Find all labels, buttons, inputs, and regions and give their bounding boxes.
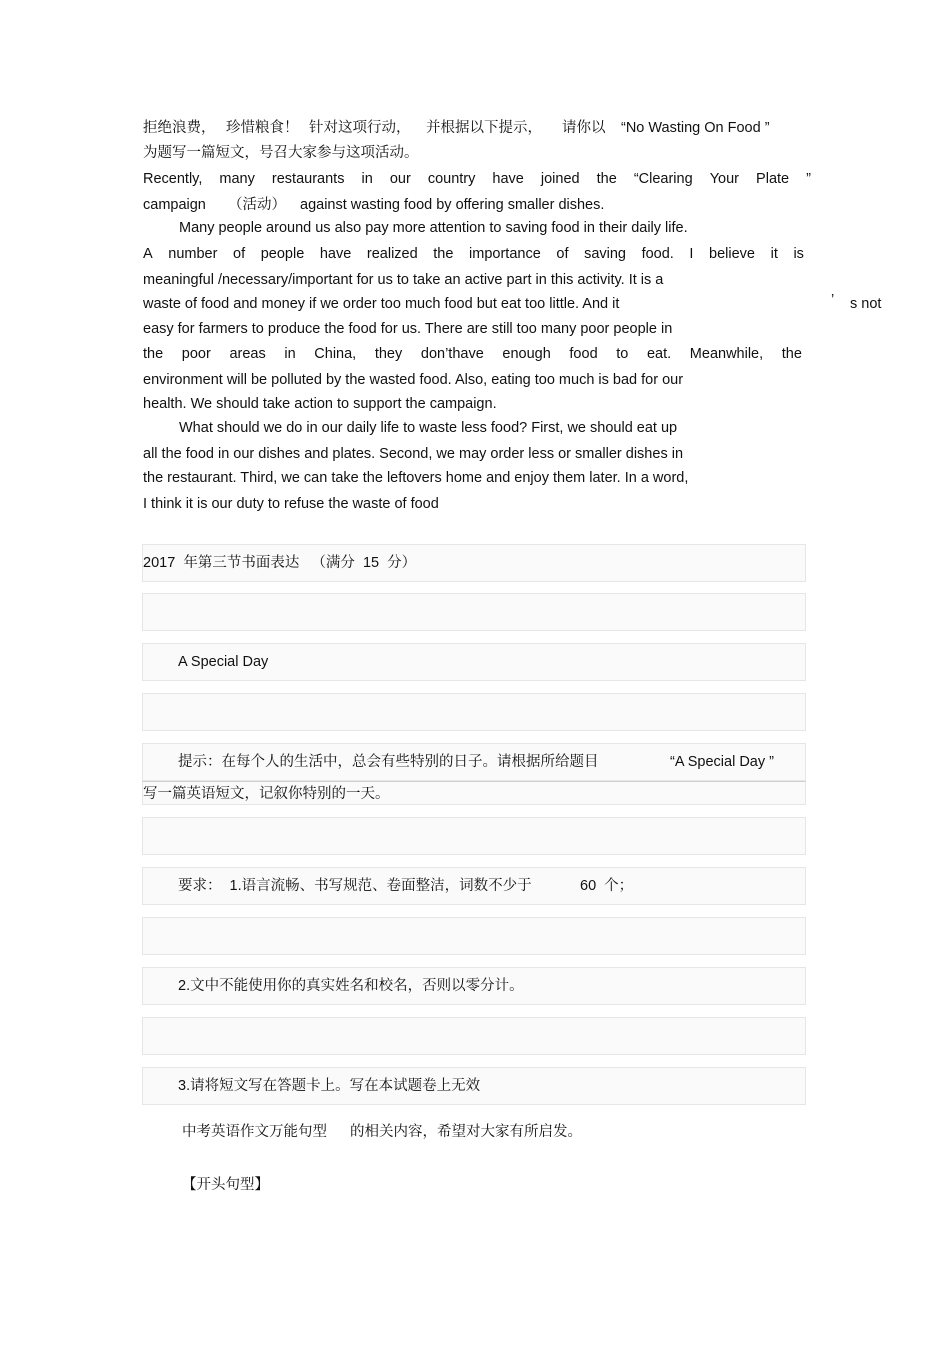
- essay-word: saving: [584, 246, 626, 262]
- table-row-empty: [142, 917, 806, 955]
- essay-line-3: [143, 170, 811, 188]
- essay-word: of: [233, 246, 246, 262]
- table-row-title: [142, 643, 806, 681]
- prompt-text: 请你以: [562, 120, 606, 136]
- essay-word: poor: [181, 346, 211, 362]
- essay-word: Meanwhile,: [689, 346, 764, 362]
- essay-line-15: the restaurant. Third, we can take the leftovers home and enjoy them later. In a word,: [143, 470, 689, 486]
- essay-word: food: [569, 346, 598, 362]
- essay-word: enough: [502, 346, 551, 362]
- essay-text: s not: [850, 296, 882, 312]
- essay-word: to: [616, 346, 629, 362]
- essay-word: “Clearing: [633, 171, 693, 187]
- hint-text-cont: 写一篇英语短文，记叙你特别的一天。: [143, 786, 390, 802]
- essay-word: don’thave: [420, 346, 484, 362]
- essay-annotation: （活动）: [228, 197, 286, 213]
- essay-word: of: [556, 246, 569, 262]
- essay-line-11: environment will be polluted by the wasted food. Also, eating too much is bad for our: [143, 372, 684, 388]
- intro-topic: 中考英语作文万能句型: [182, 1124, 327, 1140]
- table-row-empty: [142, 593, 806, 631]
- table-row-hint: [142, 743, 806, 781]
- table-row-empty: [142, 693, 806, 731]
- essay-line-12: health. We should take action to support the campaign.: [143, 396, 497, 412]
- hint-topic: “A Special Day ”: [670, 754, 774, 770]
- essay-word: the: [143, 346, 164, 362]
- essay-line-10: [143, 345, 802, 363]
- prompt-text: 拒绝浪费，: [143, 120, 216, 136]
- essay-word: the: [433, 246, 454, 262]
- essay-word: country: [427, 171, 476, 187]
- section-subheading: 【开头句型】: [182, 1177, 269, 1193]
- word-count: 60 个；: [580, 878, 634, 894]
- essay-apostrophe: ’: [831, 292, 835, 308]
- topic-title: A Special Day: [178, 654, 269, 670]
- essay-line-7: meaningful /necessary/important for us to take an active part in this activity. It is a: [143, 272, 664, 288]
- requirement-2: 2.文中不能使用你的真实姓名和校名，否则以零分计。: [178, 978, 524, 994]
- essay-line-13: What should we do in our daily life to waste less food? First, we should eat up: [179, 420, 678, 436]
- essay-word: Plate: [756, 171, 790, 187]
- essay-word: have: [492, 171, 524, 187]
- essay-word: is: [793, 246, 804, 262]
- table-row-req-3: [142, 1067, 806, 1105]
- essay-word: areas: [229, 346, 266, 362]
- essay-word: restaurants: [271, 171, 345, 187]
- essay-word: it: [770, 246, 778, 262]
- essay-word: number: [168, 246, 218, 262]
- essay-word: food.: [641, 246, 674, 262]
- essay-word: many: [219, 171, 255, 187]
- section-heading: 2017 年第三节书面表达 （满分 15 分）: [143, 555, 417, 571]
- table-row-empty: [142, 1017, 806, 1055]
- essay-word: Recently,: [143, 171, 203, 187]
- essay-word: A: [143, 246, 153, 262]
- hint-text: 提示：在每个人的生活中，总会有些特别的日子。请根据所给题目: [178, 754, 599, 770]
- essay-line-5: Many people around us also pay more attention to saving food in their daily life.: [179, 220, 688, 236]
- essay-word: realized: [366, 246, 418, 262]
- requirement-3: 3.请将短文写在答题卡上。写在本试题卷上无效: [178, 1078, 481, 1094]
- essay-line-14: all the food in our dishes and plates. Second, we may order less or smaller dishes in: [143, 446, 684, 462]
- essay-word: eat.: [646, 346, 672, 362]
- essay-line-16: I think it is our duty to refuse the waste of food: [143, 496, 439, 512]
- essay-word: joined: [540, 171, 580, 187]
- table-row-hint-cont: [142, 781, 806, 805]
- essay-word: in: [361, 171, 373, 187]
- essay-line-6: [143, 245, 804, 263]
- essay-line-9: easy for farmers to produce the food for us. There are still too many poor people in: [143, 321, 673, 337]
- essay-word: Your: [709, 171, 740, 187]
- essay-word: in: [284, 346, 296, 362]
- essay-text: waste of food and money if we order too much food but eat too little. And it: [143, 296, 620, 312]
- essay-word: believe: [709, 246, 755, 262]
- essay-word: people: [260, 246, 305, 262]
- prompt-text: 珍惜粮食！: [226, 120, 299, 136]
- prompt-text: 针对这项行动，: [309, 120, 411, 136]
- table-row-empty: [142, 817, 806, 855]
- essay-word: our: [389, 171, 411, 187]
- essay-text: campaign: [143, 197, 206, 213]
- essay-word: have: [319, 246, 352, 262]
- intro-text: 的相关内容，希望对大家有所启发。: [350, 1124, 582, 1140]
- essay-word: they: [374, 346, 403, 362]
- table-row-heading: [142, 544, 806, 582]
- essay-word: the: [596, 171, 617, 187]
- essay-title: “No Wasting On Food ”: [621, 120, 770, 136]
- essay-text: against wasting food by offering smaller dishes.: [300, 197, 605, 213]
- prompt-line-2: 为题写一篇短文，号召大家参与这项活动。: [143, 145, 419, 161]
- essay-word: importance: [469, 246, 541, 262]
- prompt-text: 并根据以下提示，: [426, 120, 542, 136]
- requirement-1: 要求： 1.语言流畅、书写规范、卷面整洁，词数不少于: [178, 878, 532, 894]
- essay-word: China,: [314, 346, 357, 362]
- table-row-req-2: [142, 967, 806, 1005]
- essay-word: the: [781, 346, 802, 362]
- essay-word: ”: [806, 171, 811, 187]
- essay-word: I: [689, 246, 694, 262]
- table-row-req-1: [142, 867, 806, 905]
